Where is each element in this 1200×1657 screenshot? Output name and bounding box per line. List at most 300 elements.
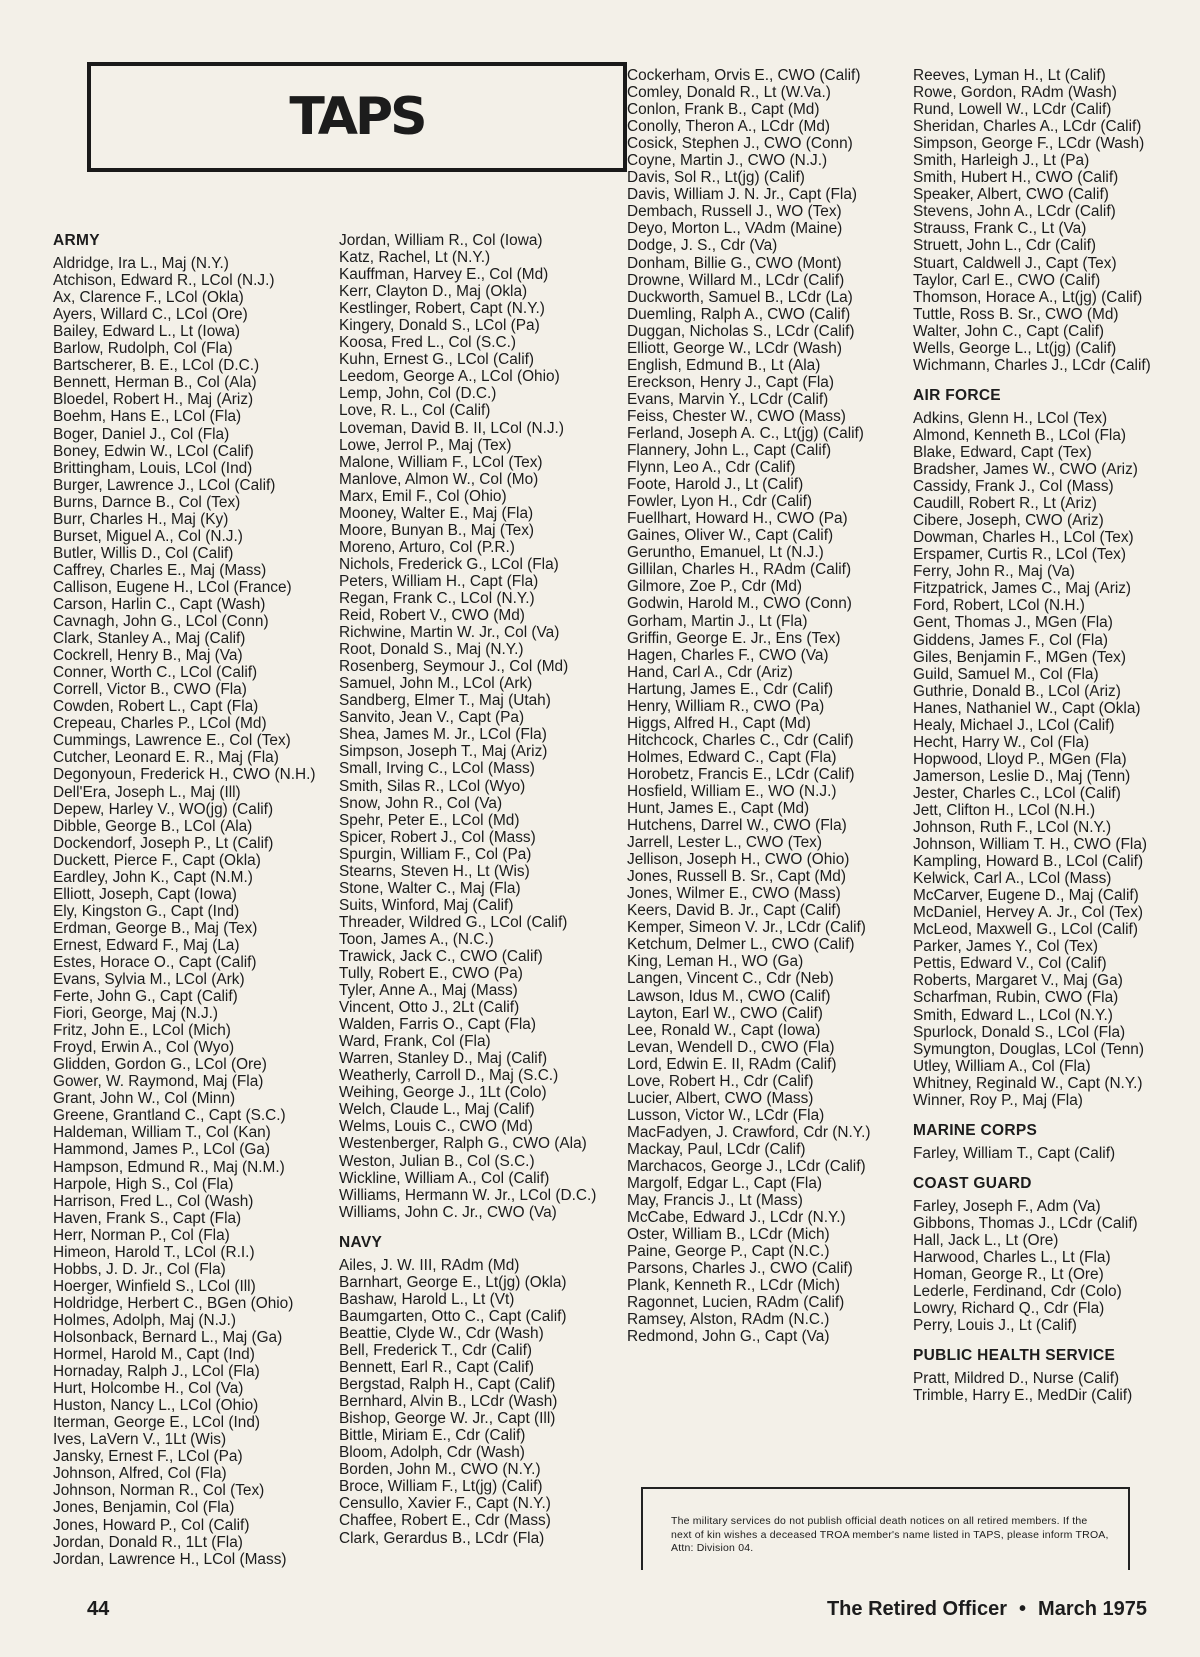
- obituary-entry: Barlow, Rudolph, Col (Fla): [53, 340, 233, 358]
- obituary-entry: Simpson, Joseph T., Maj (Ariz): [339, 743, 548, 761]
- obituary-entry: Jordan, Donald R., 1Lt (Fla): [53, 1533, 243, 1551]
- obituary-entry: Bennett, Herman B., Col (Ala): [53, 374, 257, 392]
- obituary-entry: Evans, Marvin Y., LCdr (Calif): [627, 390, 829, 408]
- obituary-entry: Pratt, Mildred D., Nurse (Calif): [913, 1370, 1120, 1388]
- obituary-entry: Higgs, Alfred H., Capt (Md): [627, 714, 811, 732]
- obituary-entry: Lee, Ronald W., Capt (Iowa): [627, 1021, 821, 1039]
- obituary-entry: Wickline, William A., Col (Calif): [339, 1169, 550, 1187]
- obituary-entry: Keers, David B. Jr., Capt (Calif): [627, 902, 841, 920]
- obituary-entry: Sheridan, Charles A., LCdr (Calif): [913, 118, 1142, 136]
- obituary-entry: Warren, Stanley D., Maj (Calif): [339, 1050, 548, 1068]
- publication-footer: [827, 1598, 1147, 1621]
- obituary-entry: Gent, Thomas J., MGen (Fla): [913, 614, 1113, 632]
- section-heading: MARINE CORPS: [913, 1121, 1038, 1139]
- obituary-entry: Leedom, George A., LCol (Ohio): [339, 368, 560, 386]
- obituary-entry: Johnson, William T. H., CWO (Fla): [913, 836, 1148, 854]
- section-heading: ARMY: [53, 232, 100, 249]
- obituary-entry: Fritz, John E., LCol (Mich): [53, 1022, 231, 1040]
- obituary-entry: Richwine, Martin W. Jr., Col (Va): [339, 624, 560, 642]
- obituary-entry: Gower, W. Raymond, Maj (Fla): [53, 1073, 264, 1091]
- obituary-entry: Depew, Harley V., WO(jg) (Calif): [53, 800, 274, 818]
- obituary-entry: Jett, Clifton H., LCol (N.H.): [913, 801, 1096, 819]
- section-gap: [913, 1162, 1195, 1175]
- section-heading: NAVY: [339, 1233, 383, 1251]
- obituary-entry: Carson, Harlin C., Capt (Wash): [53, 595, 266, 613]
- obituary-entry: Smith, Harleigh J., Lt (Pa): [913, 152, 1090, 170]
- obituary-entry: Weston, Julian B., Col (S.C.): [339, 1152, 535, 1170]
- obituary-entry: Suits, Winford, Maj (Calif): [339, 896, 514, 914]
- section-gap: [339, 1221, 621, 1234]
- obituary-entry: Gorham, Martin J., Lt (Fla): [627, 612, 808, 630]
- obituary-entry: Ferland, Joseph A. C., Lt(jg) (Calif): [627, 424, 864, 442]
- obituary-entry: Jamerson, Leslie D., Maj (Tenn): [913, 767, 1131, 785]
- obituary-entry: Struett, John L., Cdr (Calif): [913, 237, 1097, 255]
- obituary-entry: Paine, George P., Capt (N.C.): [627, 1243, 830, 1261]
- obituary-entry: Broce, William F., Lt(jg) (Calif): [339, 1478, 543, 1496]
- obituary-entry: Dell'Era, Joseph L., Maj (Ill): [53, 783, 241, 801]
- obituary-entry: Aldridge, Ira L., Maj (N.Y.): [53, 255, 229, 273]
- obituary-entry: Spurgin, William F., Col (Pa): [339, 845, 532, 863]
- obituary-entry: Mooney, Walter E., Maj (Fla): [339, 504, 534, 522]
- obituary-entry: Welch, Claude L., Maj (Calif): [339, 1101, 535, 1119]
- obituary-entry: Harpole, High S., Col (Fla): [53, 1175, 234, 1193]
- obituary-entry: Cassidy, Frank J., Col (Mass): [913, 478, 1114, 496]
- page-number: 44: [87, 1598, 110, 1620]
- obituary-entry: Himeon, Harold T., LCol (R.I.): [53, 1243, 255, 1261]
- obituary-entry: Bishop, George W. Jr., Capt (Ill): [339, 1410, 556, 1428]
- obituary-entry: Hutchens, Darrel W., CWO (Fla): [627, 817, 847, 835]
- obituary-entry: May, Francis J., Lt (Mass): [627, 1192, 803, 1210]
- obituary-entry: Taylor, Carl E., CWO (Calif): [913, 271, 1101, 289]
- section-gap: [913, 1334, 1195, 1347]
- obituary-entry: Boney, Edwin W., LCol (Calif): [53, 442, 254, 460]
- obituary-entry: MacFadyen, J. Crawford, Cdr (N.Y.): [627, 1123, 871, 1141]
- column-1: [53, 232, 325, 1568]
- obituary-entry: English, Edmund B., Lt (Ala): [627, 356, 821, 374]
- obituary-entry: Censullo, Xavier F., Capt (N.Y.): [339, 1495, 551, 1513]
- obituary-entry: Eardley, John K., Capt (N.M.): [53, 868, 253, 886]
- obituary-entry: Tuttle, Ross B. Sr., CWO (Md): [913, 305, 1119, 323]
- obituary-entry: Brittingham, Louis, LCol (Ind): [53, 459, 253, 477]
- obituary-entry: Roberts, Margaret V., Maj (Ga): [913, 972, 1123, 990]
- obituary-entry: Bernhard, Alvin B., LCdr (Wash): [339, 1393, 558, 1411]
- obituary-entry: Hanes, Nathaniel W., Capt (Okla): [913, 699, 1141, 717]
- obituary-entry: Smith, Edward L., LCol (N.Y.): [913, 1006, 1113, 1024]
- obituary-entry: Kampling, Howard B., LCol (Calif): [913, 853, 1144, 871]
- obituary-entry: Atchison, Edward R., LCol (N.J.): [53, 272, 275, 290]
- obituary-entry: Peters, William H., Capt (Fla): [339, 572, 539, 590]
- obituary-entry: Harwood, Charles L., Lt (Fla): [913, 1249, 1111, 1267]
- obituary-entry: Utley, William A., Col (Fla): [913, 1057, 1091, 1075]
- obituary-entry: Giddens, James F., Col (Fla): [913, 631, 1109, 649]
- obituary-entry: Cummings, Lawrence E., Col (Tex): [53, 732, 291, 750]
- obituary-entry: Hurt, Holcombe H., Col (Va): [53, 1380, 244, 1398]
- obituary-entry: Degonyoun, Frederick H., CWO (N.H.): [53, 766, 316, 784]
- obituary-entry: Malone, William F., LCol (Tex): [339, 453, 543, 471]
- obituary-entry: Stevens, John A., LCdr (Calif): [913, 203, 1116, 221]
- obituary-entry: Burr, Charles H., Maj (Ky): [53, 510, 229, 528]
- section-gap: [913, 374, 1195, 387]
- column-2: [339, 232, 621, 1547]
- obituary-entry: Ailes, J. W. III, RAdm (Md): [339, 1256, 520, 1274]
- obituary-entry: Nichols, Frederick G., LCol (Fla): [339, 555, 559, 573]
- obituary-entry: Erspamer, Curtis R., LCol (Tex): [913, 546, 1126, 564]
- obituary-entry: Weatherly, Carroll D., Maj (S.C.): [339, 1067, 559, 1085]
- obituary-entry: Layton, Earl W., CWO (Calif): [627, 1004, 823, 1022]
- obituary-entry: Strauss, Frank C., Lt (Va): [913, 220, 1087, 238]
- obituary-entry: Vincent, Otto J., 2Lt (Calif): [339, 999, 520, 1017]
- obituary-entry: Johnson, Ruth F., LCol (N.Y.): [913, 819, 1112, 837]
- obituary-entry: Huston, Nancy L., LCol (Ohio): [53, 1397, 259, 1415]
- obituary-entry: Cavnagh, John G., LCol (Conn): [53, 613, 269, 631]
- obituary-entry: Parker, James Y., Col (Tex): [913, 938, 1099, 956]
- obituary-entry: Godwin, Harold M., CWO (Conn): [627, 595, 852, 613]
- obituary-entry: Davis, Sol R., Lt(jg) (Calif): [627, 169, 805, 187]
- obituary-entry: Plank, Kenneth R., LCdr (Mich): [627, 1277, 840, 1295]
- obituary-entry: Gillilan, Charles H., RAdm (Calif): [627, 561, 852, 579]
- obituary-entry: Walter, John C., Capt (Calif): [913, 322, 1105, 340]
- obituary-entry: Flynn, Leo A., Cdr (Calif): [627, 459, 796, 477]
- obituary-entry: Langen, Vincent C., Cdr (Neb): [627, 970, 834, 988]
- column-4: [913, 67, 1195, 1404]
- separator-dot: •: [1019, 1598, 1027, 1620]
- obituary-entry: Duggan, Nicholas S., LCdr (Calif): [627, 322, 855, 340]
- obituary-entry: Ely, Kingston G., Capt (Ind): [53, 902, 240, 920]
- obituary-entry: Margolf, Edgar L., Capt (Fla): [627, 1175, 823, 1193]
- obituary-entry: Mackay, Paul, LCdr (Calif): [627, 1140, 806, 1158]
- obituary-entry: Kemper, Simeon V. Jr., LCdr (Calif): [627, 919, 866, 937]
- obituary-entry: Correll, Victor B., CWO (Fla): [53, 681, 247, 699]
- obituary-entry: Cockrell, Henry B., Maj (Va): [53, 647, 243, 665]
- obituary-entry: Bloom, Adolph, Cdr (Wash): [339, 1444, 525, 1462]
- obituary-entry: Dowman, Charles H., LCol (Tex): [913, 529, 1134, 547]
- obituary-entry: Oster, William B., LCdr (Mich): [627, 1226, 830, 1244]
- obituary-entry: Hall, Jack L., Lt (Ore): [913, 1232, 1059, 1250]
- obituary-entry: Conlon, Frank B., Capt (Md): [627, 101, 820, 119]
- obituary-entry: Reeves, Lyman H., Lt (Calif): [913, 67, 1106, 84]
- obituary-entry: Reid, Robert V., CWO (Md): [339, 607, 525, 625]
- obituary-entry: Hormel, Harold M., Capt (Ind): [53, 1346, 255, 1364]
- obituary-entry: Holsonback, Bernard L., Maj (Ga): [53, 1329, 283, 1346]
- obituary-entry: Bloedel, Robert H., Maj (Ariz): [53, 391, 254, 409]
- obituary-entry: Gibbons, Thomas J., LCdr (Calif): [913, 1215, 1138, 1232]
- obituary-entry: Crepeau, Charles P., LCol (Md): [53, 715, 267, 733]
- section-heading: COAST GUARD: [913, 1174, 1032, 1192]
- obituary-entry: Guild, Samuel M., Col (Fla): [913, 665, 1099, 683]
- obituary-entry: Froyd, Erwin A., Col (Wyo): [53, 1039, 235, 1057]
- obituary-entry: Kestlinger, Robert, Capt (N.Y.): [339, 300, 545, 318]
- obituary-entry: Davis, William J. N. Jr., Capt (Fla): [627, 186, 858, 204]
- obituary-entry: Jordan, William R., Col (Iowa): [339, 232, 543, 249]
- obituary-entry: Whitney, Reginald W., Capt (N.Y.): [913, 1074, 1143, 1092]
- obituary-entry: Walden, Farris O., Capt (Fla): [339, 1016, 536, 1034]
- obituary-entry: Clark, Gerardus B., LCdr (Fla): [339, 1529, 545, 1547]
- obituary-entry: Sandberg, Elmer T., Maj (Utah): [339, 692, 551, 710]
- obituary-entry: Farley, Joseph F., Adm (Va): [913, 1197, 1101, 1215]
- obituary-entry: Haldeman, William T., Col (Kan): [53, 1124, 271, 1142]
- obituary-entry: Lawson, Idus M., CWO (Calif): [627, 987, 831, 1005]
- obituary-entry: Perry, Louis J., Lt (Calif): [913, 1317, 1077, 1335]
- obituary-entry: Beattie, Clyde W., Cdr (Wash): [339, 1324, 544, 1342]
- obituary-entry: Giles, Benjamin F., MGen (Tex): [913, 648, 1126, 666]
- obituary-entry: Hitchcock, Charles C., Cdr (Calif): [627, 731, 854, 749]
- obituary-entry: Conner, Worth C., LCol (Calif): [53, 664, 258, 682]
- obituary-entry: Jellison, Joseph H., CWO (Ohio): [627, 851, 850, 869]
- obituary-entry: Gilmore, Zoe P., Cdr (Md): [627, 578, 803, 596]
- obituary-entry: Hammond, James P., LCol (Ga): [53, 1141, 270, 1159]
- obituary-entry: Barnhart, George E., Lt(jg) (Okla): [339, 1273, 567, 1291]
- obituary-entry: Jester, Charles C., LCol (Calif): [913, 784, 1121, 802]
- obituary-entry: Hagen, Charles F., CWO (Va): [627, 646, 829, 664]
- section-heading: AIR FORCE: [913, 386, 1001, 404]
- obituary-entry: Lowe, Jerrol P., Maj (Tex): [339, 436, 512, 454]
- obituary-entry: Coyne, Martin J., CWO (N.J.): [627, 152, 828, 170]
- obituary-entry: Trimble, Harry E., MedDir (Calif): [913, 1387, 1133, 1405]
- obituary-entry: Holmes, Edward C., Capt (Fla): [627, 748, 837, 766]
- obituary-entry: Trawick, Jack C., CWO (Calif): [339, 947, 543, 965]
- obituary-entry: Ford, Robert, LCol (N.H.): [913, 597, 1085, 615]
- obituary-entry: Caudill, Robert R., Lt (Ariz): [913, 495, 1097, 513]
- publication-name: The Retired Officer: [826, 1598, 1008, 1620]
- obituary-entry: Bennett, Earl R., Capt (Calif): [339, 1359, 535, 1377]
- obituary-entry: Flannery, John L., Capt (Calif): [627, 442, 832, 460]
- obituary-entry: Harrison, Fred L., Col (Wash): [53, 1192, 254, 1210]
- obituary-entry: Jansky, Ernest F., LCol (Pa): [53, 1448, 243, 1466]
- obituary-entry: Bergstad, Ralph H., Capt (Calif): [339, 1376, 556, 1394]
- publication-date: March 1975: [1038, 1598, 1147, 1620]
- obituary-entry: Dembach, Russell J., WO (Tex): [627, 203, 842, 221]
- obituary-entry: Burger, Lawrence J., LCol (Calif): [53, 476, 276, 494]
- obituary-entry: Lemp, John, Col (D.C.): [339, 385, 497, 403]
- obituary-entry: Johnson, Norman R., Col (Tex): [53, 1482, 265, 1500]
- obituary-entry: Almond, Kenneth B., LCol (Fla): [913, 426, 1127, 444]
- obituary-entry: Smith, Silas R., LCol (Wyo): [339, 777, 526, 795]
- obituary-entry: Hobbs, J. D. Jr., Col (Fla): [53, 1260, 226, 1278]
- obituary-entry: Thomson, Horace A., Lt(jg) (Calif): [913, 288, 1143, 306]
- obituary-entry: Hampson, Edmund R., Maj (N.M.): [53, 1158, 285, 1176]
- obituary-entry: Haven, Frank S., Capt (Fla): [53, 1209, 242, 1227]
- obituary-entry: Ives, LaVern V., 1Lt (Wis): [53, 1431, 227, 1449]
- obituary-entry: Cowden, Robert L., Capt (Fla): [53, 698, 259, 716]
- obituary-entry: Ferry, John R., Maj (Va): [913, 563, 1075, 581]
- obituary-entry: Wichmann, Charles J., LCdr (Calif): [913, 356, 1151, 374]
- obituary-entry: Ereckson, Henry J., Capt (Fla): [627, 373, 834, 391]
- obituary-entry: Geruntho, Emanuel, Lt (N.J.): [627, 544, 824, 562]
- obituary-entry: Loveman, David B. II, LCol (N.J.): [339, 419, 564, 437]
- obituary-entry: Iterman, George E., LCol (Ind): [53, 1414, 261, 1432]
- obituary-entry: McCarver, Eugene D., Maj (Calif): [913, 887, 1139, 905]
- section-heading: PUBLIC HEALTH SERVICE: [913, 1347, 1116, 1365]
- obituary-entry: Evans, Sylvia M., LCol (Ark): [53, 971, 245, 989]
- obituary-entry: Johnson, Alfred, Col (Fla): [53, 1465, 227, 1483]
- obituary-entry: Dockendorf, Joseph P., Lt (Calif): [53, 834, 274, 852]
- obituary-entry: Cutcher, Leonard E. R., Maj (Fla): [53, 749, 279, 767]
- obituary-entry: Callison, Eugene H., LCol (France): [53, 578, 292, 596]
- obituary-entry: Simpson, George F., LCdr (Wash): [913, 135, 1145, 153]
- obituary-entry: Cibere, Joseph, CWO (Ariz): [913, 512, 1104, 530]
- obituary-entry: Homan, George R., Lt (Ore): [913, 1266, 1104, 1284]
- obituary-entry: Grant, John W., Col (Minn): [53, 1090, 236, 1108]
- obituary-entry: Hand, Carl A., Cdr (Ariz): [627, 663, 793, 681]
- obituary-entry: Moreno, Arturo, Col (P.R.): [339, 538, 515, 556]
- obituary-entry: Duckett, Pierce F., Capt (Okla): [53, 851, 261, 869]
- obituary-entry: Hunt, James E., Capt (Md): [627, 800, 810, 818]
- obituary-entry: Stone, Walter C., Maj (Fla): [339, 879, 521, 897]
- obituary-entry: Wells, George L., Lt(jg) (Calif): [913, 339, 1117, 357]
- obituary-entry: Griffin, George E. Jr., Ens (Tex): [627, 629, 841, 647]
- obituary-entry: Fiori, George, Maj (N.J.): [53, 1005, 219, 1023]
- obituary-entry: Fowler, Lyon H., Cdr (Calif): [627, 493, 813, 511]
- obituary-entry: Kauffman, Harvey E., Col (Md): [339, 266, 549, 284]
- obituary-entry: Healy, Michael J., LCol (Calif): [913, 716, 1115, 734]
- obituary-entry: Duemling, Ralph A., CWO (Calif): [627, 305, 851, 323]
- obituary-entry: McLeod, Maxwell G., LCol (Calif): [913, 921, 1138, 939]
- obituary-entry: Jordan, Lawrence H., LCol (Mass): [53, 1550, 287, 1568]
- obituary-entry: McCabe, Edward J., LCdr (N.Y.): [627, 1209, 846, 1227]
- obituary-entry: Koosa, Fred L., Col (S.C.): [339, 334, 517, 352]
- obituary-entry: Jones, Howard P., Col (Calif): [53, 1516, 250, 1534]
- obituary-entry: Katz, Rachel, Lt (N.Y.): [339, 249, 491, 267]
- obituary-entry: Bittle, Miriam E., Cdr (Calif): [339, 1427, 526, 1445]
- obituary-entry: Regan, Frank C., LCol (N.Y.): [339, 589, 535, 607]
- title-box: [87, 62, 627, 172]
- obituary-entry: Dodge, J. S., Cdr (Va): [627, 237, 778, 255]
- obituary-entry: Lord, Edwin E. II, RAdm (Calif): [627, 1055, 837, 1073]
- obituary-entry: Tyler, Anne A., Maj (Mass): [339, 982, 518, 1000]
- obituary-entry: Elliott, George W., LCdr (Wash): [627, 339, 842, 357]
- obituary-entry: Cosick, Stephen J., CWO (Conn): [627, 135, 853, 153]
- obituary-entry: Lucier, Albert, CWO (Mass): [627, 1089, 814, 1107]
- obituary-entry: Cockerham, Orvis E., CWO (Calif): [627, 67, 861, 84]
- obituary-entry: Rund, Lowell W., LCdr (Calif): [913, 101, 1112, 119]
- obituary-entry: Williams, Hermann W. Jr., LCol (D.C.): [339, 1186, 597, 1204]
- obituary-entry: Hopwood, Lloyd P., MGen (Fla): [913, 750, 1127, 768]
- obituary-entry: Jones, Benjamin, Col (Fla): [53, 1499, 235, 1517]
- obituary-entry: Blake, Edward, Capt (Tex): [913, 443, 1092, 461]
- obituary-entry: Parsons, Charles J., CWO (Calif): [627, 1260, 853, 1278]
- obituary-entry: Westenberger, Ralph G., CWO (Ala): [339, 1135, 587, 1153]
- obituary-entry: Love, Robert H., Cdr (Calif): [627, 1072, 814, 1090]
- obituary-entry: Spicer, Robert J., Col (Mass): [339, 828, 536, 846]
- obituary-entry: Gaines, Oliver W., Capt (Calif): [627, 527, 834, 545]
- obituary-entry: Marchacos, George J., LCdr (Calif): [627, 1158, 866, 1175]
- obituary-entry: Fitzpatrick, James C., Maj (Ariz): [913, 580, 1132, 598]
- obituary-entry: Adkins, Glenn H., LCol (Tex): [913, 409, 1108, 427]
- obituary-entry: Foote, Harold J., Lt (Calif): [627, 476, 804, 494]
- obituary-entry: Burset, Miguel A., Col (N.J.): [53, 527, 243, 545]
- obituary-entry: Fuellhart, Howard H., CWO (Pa): [627, 510, 848, 528]
- obituary-entry: Butler, Willis D., Col (Calif): [53, 544, 234, 562]
- obituary-entry: Elliott, Joseph, Capt (Iowa): [53, 885, 237, 903]
- obituary-entry: Root, Donald S., Maj (N.Y.): [339, 641, 524, 659]
- obituary-entry: Donham, Billie G., CWO (Mont): [627, 254, 842, 272]
- obituary-entry: Holmes, Adolph, Maj (N.J.): [53, 1311, 237, 1329]
- obituary-entry: Herr, Norman P., Col (Fla): [53, 1226, 230, 1244]
- obituary-entry: Jones, Russell B. Sr., Capt (Md): [627, 868, 846, 886]
- obituary-entry: Horobetz, Francis E., LCdr (Calif): [627, 765, 855, 783]
- obituary-entry: Kelwick, Carl A., LCol (Mass): [913, 870, 1112, 888]
- obituary-entry: Rowe, Gordon, RAdm (Wash): [913, 84, 1117, 102]
- obituary-entry: Ferte, John G., Capt (Calif): [53, 988, 238, 1006]
- obituary-entry: Feiss, Chester W., CWO (Mass): [627, 407, 846, 425]
- obituary-entry: Stearns, Steven H., Lt (Wis): [339, 862, 530, 880]
- obituary-entry: Clark, Stanley A., Maj (Calif): [53, 630, 246, 648]
- obituary-entry: Farley, William T., Capt (Calif): [913, 1144, 1116, 1162]
- obituary-entry: Comley, Donald R., Lt (W.Va.): [627, 84, 831, 102]
- obituary-entry: Bell, Frederick T., Cdr (Calif): [339, 1342, 532, 1359]
- obituary-entry: Estes, Horace O., Capt (Calif): [53, 953, 257, 971]
- page-title: TAPS: [289, 87, 425, 147]
- obituary-entry: Burns, Darnce B., Col (Tex): [53, 493, 241, 511]
- obituary-entry: Hoerger, Winfield S., LCol (Ill): [53, 1277, 256, 1295]
- obituary-entry: Symungton, Douglas, LCol (Tenn): [913, 1040, 1144, 1058]
- obituary-entry: Jarrell, Lester L., CWO (Tex): [627, 834, 822, 852]
- obituary-entry: Love, R. L., Col (Calif): [339, 402, 491, 420]
- obituary-entry: Bartscherer, B. E., LCol (D.C.): [53, 357, 260, 375]
- obituary-entry: Ketchum, Delmer L., CWO (Calif): [627, 936, 855, 954]
- notice-box: [641, 1487, 1130, 1570]
- obituary-entry: Guthrie, Donald B., LCol (Ariz): [913, 682, 1121, 700]
- obituary-entry: Levan, Wendell D., CWO (Fla): [627, 1038, 835, 1056]
- obituary-entry: Small, Irving C., LCol (Mass): [339, 760, 535, 778]
- obituary-entry: Weihing, George J., 1Lt (Colo): [339, 1084, 547, 1102]
- obituary-entry: Chaffee, Robert E., Cdr (Mass): [339, 1512, 551, 1530]
- obituary-entry: Threader, Wildred G., LCol (Calif): [339, 913, 568, 931]
- section-gap: [913, 1109, 1195, 1122]
- obituary-entry: Winner, Roy P., Maj (Fla): [913, 1091, 1083, 1109]
- obituary-entry: Greene, Grantland C., Capt (S.C.): [53, 1107, 286, 1125]
- obituary-entry: Pettis, Edward V., Col (Calif): [913, 955, 1107, 973]
- obituary-entry: Bradsher, James W., CWO (Ariz): [913, 461, 1138, 479]
- obituary-entry: Baumgarten, Otto C., Capt (Calif): [339, 1307, 567, 1325]
- obituary-entry: Ayers, Willard C., LCol (Ore): [53, 306, 248, 324]
- obituary-entry: Borden, John M., CWO (N.Y.): [339, 1461, 541, 1479]
- obituary-entry: McDaniel, Hervey A. Jr., Col (Tex): [913, 904, 1144, 922]
- obituary-entry: Bailey, Edward L., Lt (Iowa): [53, 323, 241, 341]
- obituary-entry: Lederle, Ferdinand, Cdr (Colo): [913, 1283, 1122, 1301]
- obituary-entry: Lowry, Richard Q., Cdr (Fla): [913, 1300, 1105, 1318]
- obituary-entry: Bashaw, Harold L., Lt (Vt): [339, 1290, 515, 1308]
- obituary-entry: Rosenberg, Seymour J., Col (Md): [339, 658, 569, 676]
- obituary-entry: Boehm, Hans E., LCol (Fla): [53, 408, 242, 426]
- obituary-entry: Smith, Hubert H., CWO (Calif): [913, 169, 1119, 187]
- obituary-entry: Tully, Robert E., CWO (Pa): [339, 965, 523, 983]
- obituary-entry: Caffrey, Charles E., Maj (Mass): [53, 561, 267, 579]
- obituary-entry: Ernest, Edward F., Maj (La): [53, 936, 240, 954]
- obituary-entry: Speaker, Albert, CWO (Calif): [913, 186, 1109, 204]
- obituary-entry: Williams, John C. Jr., CWO (Va): [339, 1203, 557, 1221]
- obituary-entry: Kuhn, Ernest G., LCol (Calif): [339, 351, 535, 369]
- obituary-entry: Ramsey, Alston, RAdm (N.C.): [627, 1311, 830, 1329]
- obituary-entry: Holdridge, Herbert C., BGen (Ohio): [53, 1294, 294, 1312]
- obituary-entry: Deyo, Morton L., VAdm (Maine): [627, 220, 843, 238]
- obituary-entry: Jones, Wilmer E., CWO (Mass): [627, 885, 841, 903]
- obituary-entry: Samuel, John M., LCol (Ark): [339, 675, 533, 693]
- obituary-entry: Drowne, Willard M., LCdr (Calif): [627, 271, 845, 289]
- obituary-entry: King, Leman H., WO (Ga): [627, 953, 804, 971]
- obituary-entry: Ragonnet, Lucien, RAdm (Calif): [627, 1294, 845, 1312]
- obituary-entry: Scharfman, Rubin, CWO (Fla): [913, 989, 1119, 1007]
- obituary-entry: Shea, James M. Jr., LCol (Fla): [339, 726, 547, 744]
- obituary-entry: Sanvito, Jean V., Capt (Pa): [339, 709, 525, 727]
- obituary-entry: Conolly, Theron A., LCdr (Md): [627, 118, 831, 136]
- obituary-entry: Henry, William R., CWO (Pa): [627, 697, 825, 715]
- obituary-entry: Dibble, George B., LCol (Ala): [53, 817, 253, 835]
- obituary-entry: Marx, Emil F., Col (Ohio): [339, 487, 507, 505]
- obituary-entry: Hosfield, William E., WO (N.J.): [627, 782, 837, 800]
- obituary-entry: Spurlock, Donald S., LCol (Fla): [913, 1023, 1126, 1041]
- obituary-entry: Hecht, Harry W., Col (Fla): [913, 733, 1090, 751]
